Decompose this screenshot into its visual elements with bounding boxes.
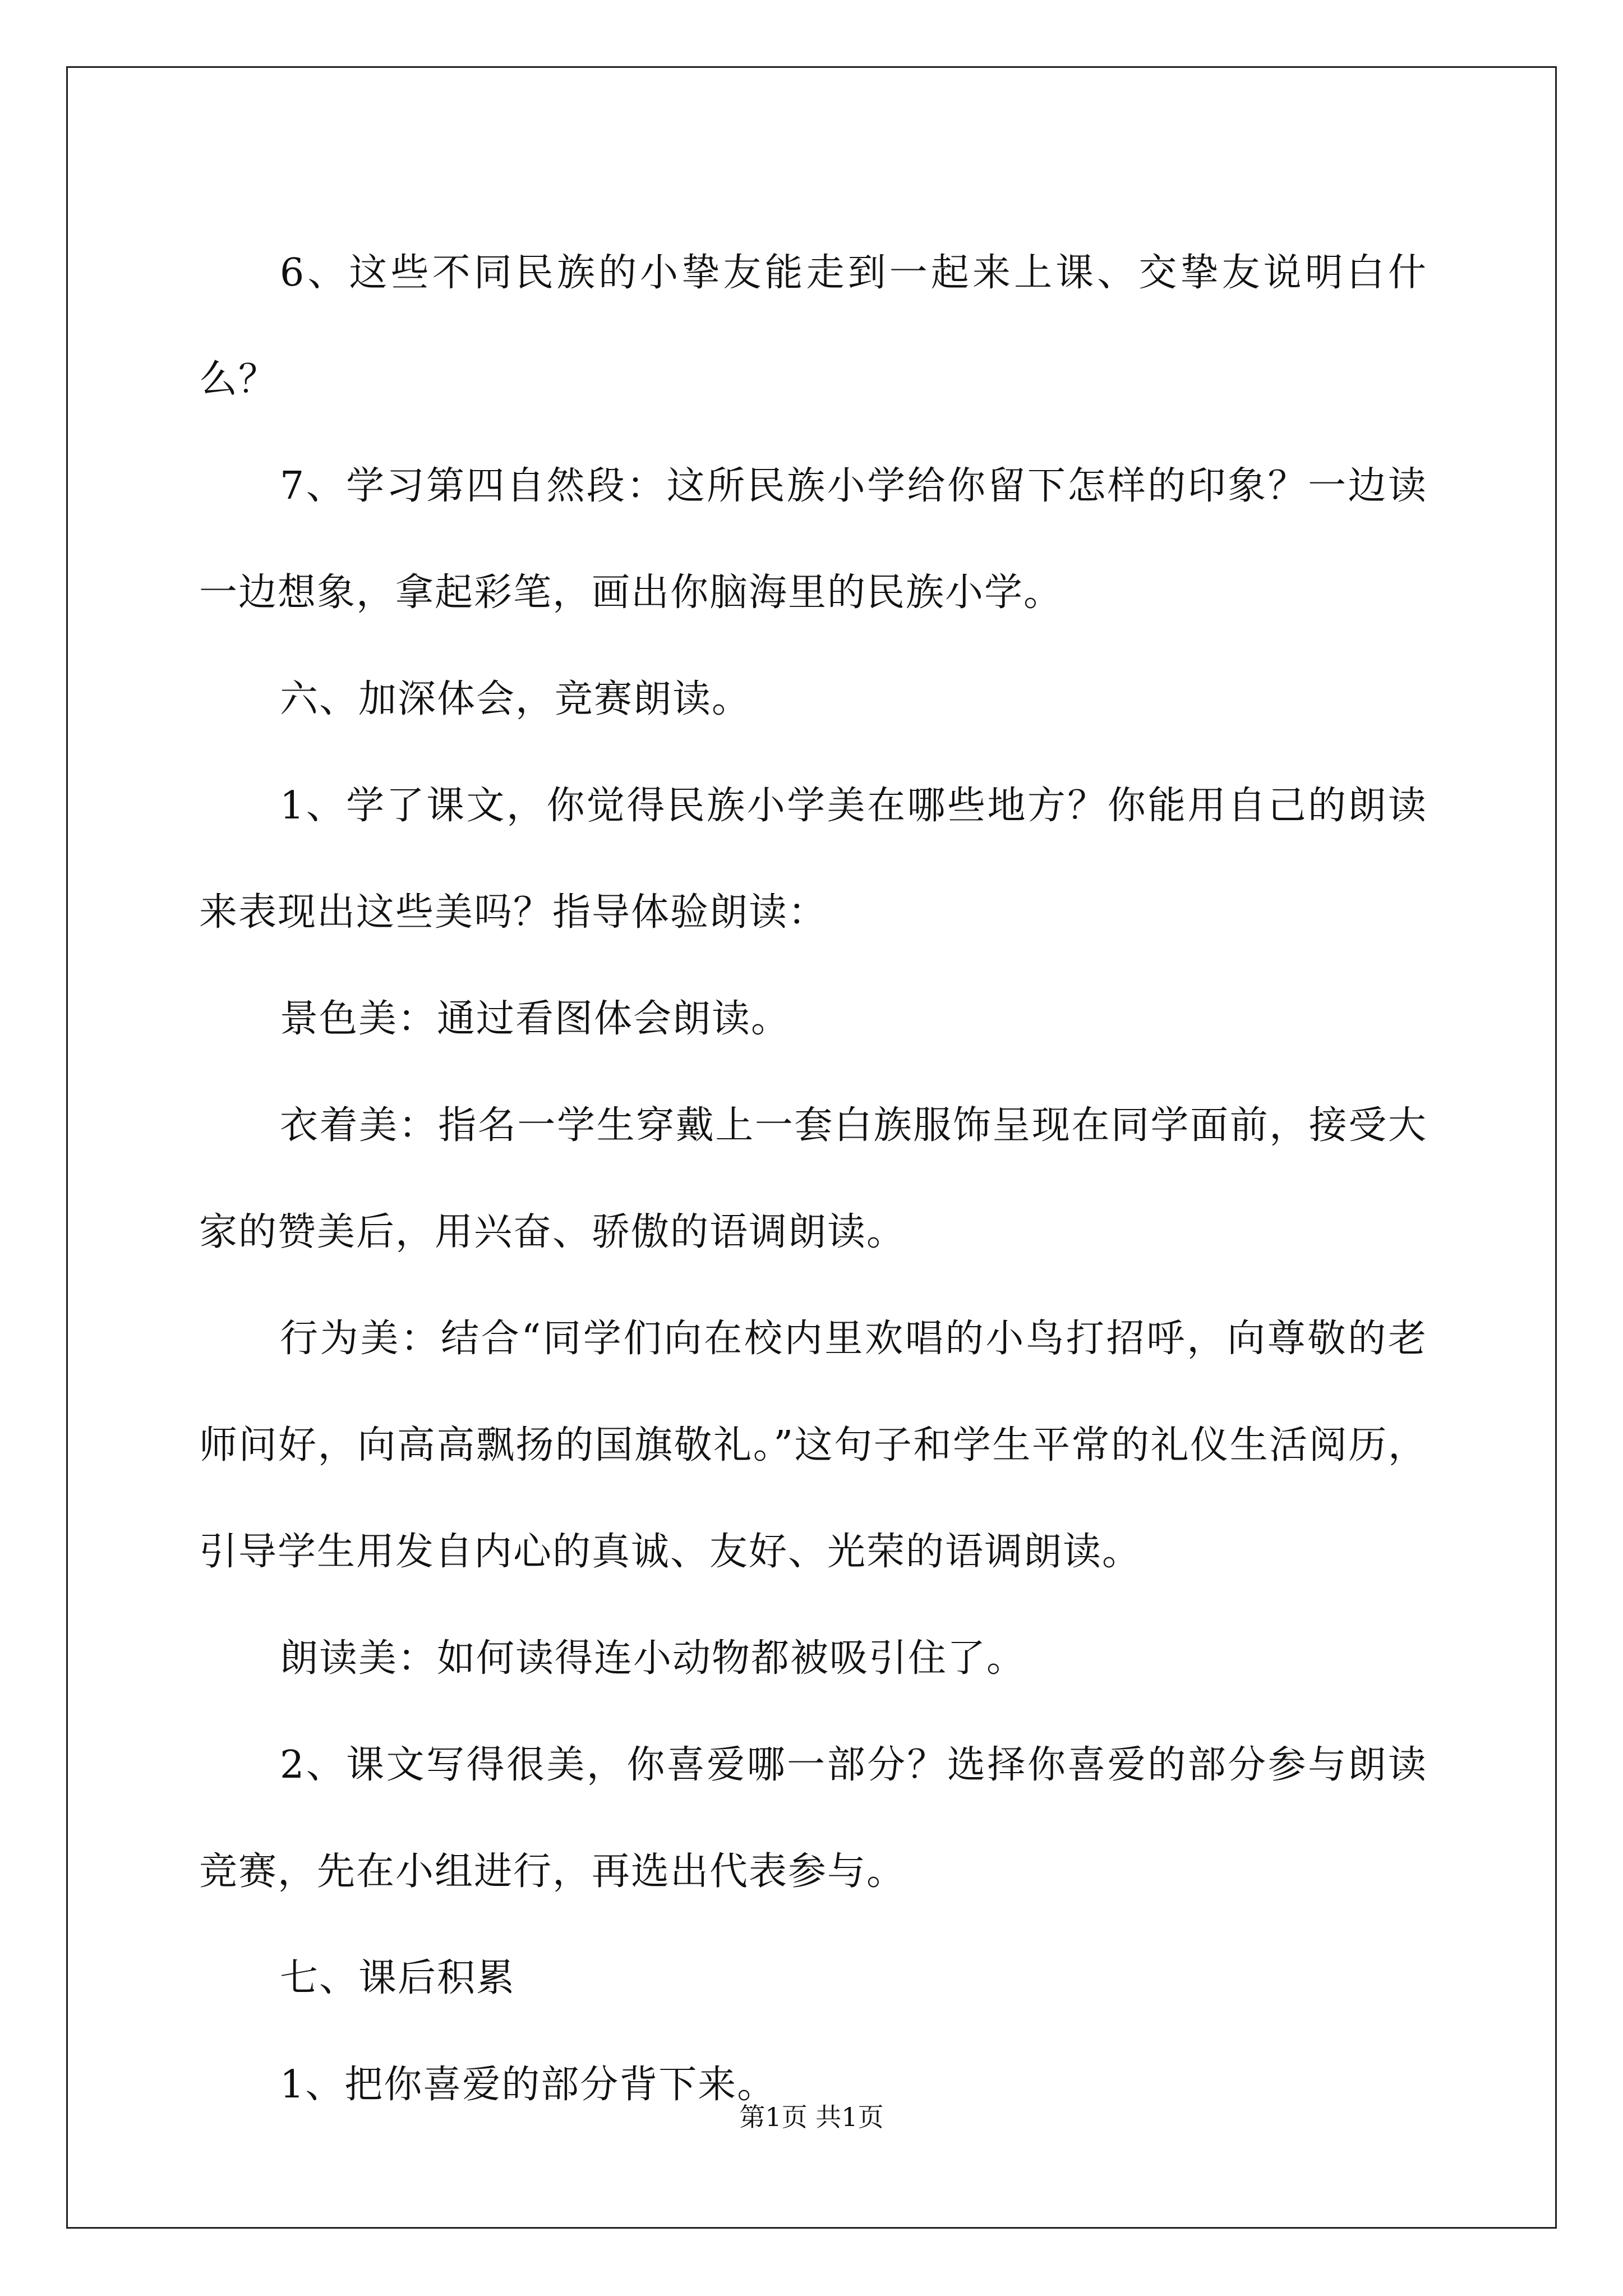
paragraph-competition: 2、课文写得很美，你喜爱哪一部分？选择你喜爱的部分参与朗读竞赛，先在小组进行，再选出代表参与。 [199,1743,1427,1894]
paragraph-behavior: 行为美：结合“同学们向在校内里欢唱的小鸟打招呼，向尊敬的老师问好，向高高飘扬的国旗敬礼。”这句子和学生平常的礼仪生活阅历，引导学生用发自内心的真诚、友好、光荣的语调朗读。 [199,1317,1427,1574]
section-heading-6: 六、加深体会，竞赛朗读。 [280,677,751,721]
paragraph-reading: 朗读美：如何读得连小动物都被吸引住了。 [280,1636,1026,1681]
document-body [199,220,1427,2138]
paragraph-reading-guide: 1、学了课文，你觉得民族小学美在哪些地方？你能用自己的朗读来表现出这些美吗？指导体验朗读： [199,784,1427,935]
paragraph-item-6: 6、这些不同民族的小挚友能走到一起来上课、交挚友说明白什么？ [199,251,1427,402]
paragraph-clothing: 衣着美：指名一学生穿戴上一套白族服饰呈现在同学面前，接受大家的赞美后，用兴奋、骄傲的语调朗读。 [199,1103,1427,1254]
paragraph-item-7: 7、学习第四自然段：这所民族小学给你留下怎样的印象？一边读一边想象，拿起彩笔，画出你脑海里的民族小学。 [199,464,1427,615]
paragraph-scenery: 景色美：通过看图体会朗读。 [280,997,791,1041]
section-heading-7: 七、课后积累 [280,1956,516,2000]
page-number-footer: 第1页 共1页 [739,2102,884,2132]
paragraph-memorize: 1、把你喜爱的部分背下来。 [280,2063,777,2107]
